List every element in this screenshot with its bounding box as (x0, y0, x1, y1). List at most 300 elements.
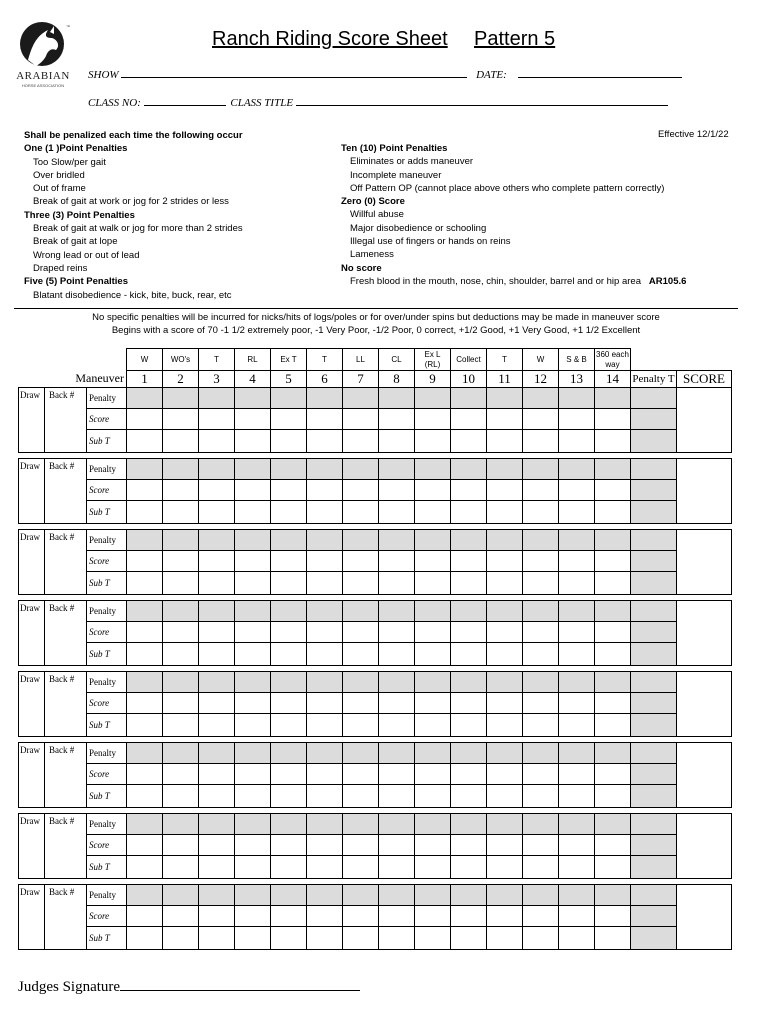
maneuver-cell[interactable] (415, 814, 451, 835)
maneuver-cell[interactable] (379, 643, 415, 666)
final-score-cell[interactable] (677, 388, 732, 453)
maneuver-cell[interactable] (595, 409, 631, 430)
maneuver-cell[interactable] (487, 785, 523, 808)
maneuver-cell[interactable] (307, 785, 343, 808)
maneuver-cell[interactable] (343, 409, 379, 430)
maneuver-cell[interactable] (595, 764, 631, 785)
maneuver-cell[interactable] (523, 480, 559, 501)
maneuver-cell[interactable] (343, 501, 379, 524)
maneuver-cell[interactable] (379, 785, 415, 808)
maneuver-cell[interactable] (307, 409, 343, 430)
maneuver-cell[interactable] (595, 743, 631, 764)
penalty-total-cell[interactable] (631, 835, 677, 856)
penalty-total-cell[interactable] (631, 388, 677, 409)
maneuver-cell[interactable] (199, 622, 235, 643)
maneuver-cell[interactable] (451, 430, 487, 453)
maneuver-cell[interactable] (163, 743, 199, 764)
maneuver-cell[interactable] (595, 856, 631, 879)
draw-cell[interactable]: Draw (19, 743, 45, 808)
maneuver-cell[interactable] (307, 601, 343, 622)
penalty-total-cell[interactable] (631, 409, 677, 430)
back-number-cell[interactable]: Back # (45, 459, 87, 524)
maneuver-cell[interactable] (307, 388, 343, 409)
maneuver-cell[interactable] (415, 388, 451, 409)
maneuver-cell[interactable] (595, 885, 631, 906)
maneuver-cell[interactable] (163, 459, 199, 480)
maneuver-cell[interactable] (523, 501, 559, 524)
maneuver-cell[interactable] (487, 927, 523, 950)
maneuver-cell[interactable] (595, 672, 631, 693)
maneuver-cell[interactable] (307, 835, 343, 856)
final-score-cell[interactable] (677, 814, 732, 879)
maneuver-cell[interactable] (523, 814, 559, 835)
draw-cell[interactable]: Draw (19, 388, 45, 453)
maneuver-cell[interactable] (199, 714, 235, 737)
maneuver-cell[interactable] (415, 856, 451, 879)
maneuver-cell[interactable] (235, 693, 271, 714)
maneuver-cell[interactable] (199, 906, 235, 927)
maneuver-cell[interactable] (595, 814, 631, 835)
maneuver-cell[interactable] (127, 459, 163, 480)
maneuver-cell[interactable] (487, 601, 523, 622)
maneuver-cell[interactable] (127, 430, 163, 453)
maneuver-cell[interactable] (163, 409, 199, 430)
maneuver-cell[interactable] (271, 856, 307, 879)
maneuver-cell[interactable] (415, 459, 451, 480)
maneuver-cell[interactable] (379, 501, 415, 524)
maneuver-cell[interactable] (343, 643, 379, 666)
maneuver-cell[interactable] (235, 764, 271, 785)
maneuver-cell[interactable] (559, 764, 595, 785)
maneuver-cell[interactable] (127, 906, 163, 927)
maneuver-cell[interactable] (595, 693, 631, 714)
penalty-total-cell[interactable] (631, 459, 677, 480)
maneuver-cell[interactable] (343, 388, 379, 409)
maneuver-cell[interactable] (523, 551, 559, 572)
maneuver-cell[interactable] (559, 643, 595, 666)
maneuver-cell[interactable] (451, 927, 487, 950)
maneuver-cell[interactable] (127, 835, 163, 856)
maneuver-cell[interactable] (199, 856, 235, 879)
maneuver-cell[interactable] (415, 906, 451, 927)
penalty-total-cell[interactable] (631, 430, 677, 453)
maneuver-cell[interactable] (523, 927, 559, 950)
maneuver-cell[interactable] (379, 388, 415, 409)
maneuver-cell[interactable] (271, 693, 307, 714)
maneuver-cell[interactable] (343, 572, 379, 595)
penalty-total-cell[interactable] (631, 672, 677, 693)
show-field[interactable] (121, 66, 467, 78)
maneuver-cell[interactable] (415, 601, 451, 622)
maneuver-cell[interactable] (523, 764, 559, 785)
maneuver-cell[interactable] (523, 743, 559, 764)
maneuver-cell[interactable] (559, 743, 595, 764)
maneuver-cell[interactable] (127, 480, 163, 501)
maneuver-cell[interactable] (199, 785, 235, 808)
maneuver-cell[interactable] (235, 856, 271, 879)
maneuver-cell[interactable] (595, 530, 631, 551)
maneuver-cell[interactable] (595, 501, 631, 524)
maneuver-cell[interactable] (523, 643, 559, 666)
maneuver-cell[interactable] (199, 551, 235, 572)
maneuver-cell[interactable] (559, 530, 595, 551)
maneuver-cell[interactable] (487, 693, 523, 714)
maneuver-cell[interactable] (199, 643, 235, 666)
class-no-field[interactable] (144, 94, 226, 106)
maneuver-cell[interactable] (199, 814, 235, 835)
maneuver-cell[interactable] (271, 785, 307, 808)
maneuver-cell[interactable] (307, 530, 343, 551)
maneuver-cell[interactable] (451, 714, 487, 737)
date-field[interactable] (518, 66, 682, 78)
maneuver-cell[interactable] (199, 927, 235, 950)
penalty-total-cell[interactable] (631, 743, 677, 764)
maneuver-cell[interactable] (487, 430, 523, 453)
maneuver-cell[interactable] (163, 643, 199, 666)
maneuver-cell[interactable] (487, 643, 523, 666)
back-number-cell[interactable]: Back # (45, 814, 87, 879)
maneuver-cell[interactable] (163, 551, 199, 572)
maneuver-cell[interactable] (595, 480, 631, 501)
maneuver-cell[interactable] (415, 714, 451, 737)
maneuver-cell[interactable] (559, 388, 595, 409)
penalty-total-cell[interactable] (631, 501, 677, 524)
maneuver-cell[interactable] (199, 693, 235, 714)
maneuver-cell[interactable] (271, 601, 307, 622)
maneuver-cell[interactable] (415, 551, 451, 572)
maneuver-cell[interactable] (307, 764, 343, 785)
maneuver-cell[interactable] (127, 764, 163, 785)
maneuver-cell[interactable] (271, 459, 307, 480)
maneuver-cell[interactable] (271, 835, 307, 856)
maneuver-cell[interactable] (343, 551, 379, 572)
maneuver-cell[interactable] (343, 693, 379, 714)
maneuver-cell[interactable] (523, 622, 559, 643)
maneuver-cell[interactable] (559, 785, 595, 808)
maneuver-cell[interactable] (343, 764, 379, 785)
maneuver-cell[interactable] (559, 501, 595, 524)
maneuver-cell[interactable] (163, 693, 199, 714)
maneuver-cell[interactable] (559, 459, 595, 480)
maneuver-cell[interactable] (379, 835, 415, 856)
maneuver-cell[interactable] (271, 622, 307, 643)
maneuver-cell[interactable] (523, 835, 559, 856)
maneuver-cell[interactable] (379, 714, 415, 737)
penalty-total-cell[interactable] (631, 480, 677, 501)
maneuver-cell[interactable] (451, 530, 487, 551)
maneuver-cell[interactable] (379, 459, 415, 480)
maneuver-cell[interactable] (415, 409, 451, 430)
maneuver-cell[interactable] (199, 601, 235, 622)
maneuver-cell[interactable] (523, 572, 559, 595)
maneuver-cell[interactable] (235, 388, 271, 409)
maneuver-cell[interactable] (163, 501, 199, 524)
maneuver-cell[interactable] (235, 743, 271, 764)
maneuver-cell[interactable] (127, 743, 163, 764)
penalty-total-cell[interactable] (631, 764, 677, 785)
maneuver-cell[interactable] (271, 714, 307, 737)
maneuver-cell[interactable] (415, 530, 451, 551)
maneuver-cell[interactable] (235, 885, 271, 906)
maneuver-cell[interactable] (127, 551, 163, 572)
maneuver-cell[interactable] (559, 835, 595, 856)
maneuver-cell[interactable] (235, 643, 271, 666)
maneuver-cell[interactable] (343, 480, 379, 501)
maneuver-cell[interactable] (559, 856, 595, 879)
maneuver-cell[interactable] (127, 714, 163, 737)
maneuver-cell[interactable] (235, 501, 271, 524)
maneuver-cell[interactable] (379, 530, 415, 551)
maneuver-cell[interactable] (379, 927, 415, 950)
maneuver-cell[interactable] (595, 430, 631, 453)
maneuver-cell[interactable] (163, 601, 199, 622)
maneuver-cell[interactable] (343, 601, 379, 622)
maneuver-cell[interactable] (451, 856, 487, 879)
maneuver-cell[interactable] (595, 714, 631, 737)
maneuver-cell[interactable] (199, 459, 235, 480)
maneuver-cell[interactable] (487, 906, 523, 927)
maneuver-cell[interactable] (595, 601, 631, 622)
maneuver-cell[interactable] (487, 885, 523, 906)
draw-cell[interactable]: Draw (19, 814, 45, 879)
maneuver-cell[interactable] (595, 572, 631, 595)
maneuver-cell[interactable] (523, 388, 559, 409)
draw-cell[interactable]: Draw (19, 885, 45, 950)
maneuver-cell[interactable] (343, 430, 379, 453)
maneuver-cell[interactable] (595, 388, 631, 409)
maneuver-cell[interactable] (199, 764, 235, 785)
maneuver-cell[interactable] (307, 480, 343, 501)
maneuver-cell[interactable] (487, 856, 523, 879)
maneuver-cell[interactable] (451, 814, 487, 835)
maneuver-cell[interactable] (199, 743, 235, 764)
maneuver-cell[interactable] (343, 530, 379, 551)
maneuver-cell[interactable] (523, 530, 559, 551)
maneuver-cell[interactable] (559, 601, 595, 622)
back-number-cell[interactable]: Back # (45, 672, 87, 737)
maneuver-cell[interactable] (379, 622, 415, 643)
maneuver-cell[interactable] (523, 672, 559, 693)
maneuver-cell[interactable] (235, 430, 271, 453)
maneuver-cell[interactable] (487, 835, 523, 856)
maneuver-cell[interactable] (343, 714, 379, 737)
maneuver-cell[interactable] (271, 643, 307, 666)
maneuver-cell[interactable] (415, 885, 451, 906)
maneuver-cell[interactable] (523, 430, 559, 453)
final-score-cell[interactable] (677, 743, 732, 808)
maneuver-cell[interactable] (451, 906, 487, 927)
maneuver-cell[interactable] (127, 622, 163, 643)
maneuver-cell[interactable] (199, 530, 235, 551)
maneuver-cell[interactable] (307, 672, 343, 693)
final-score-cell[interactable] (677, 530, 732, 595)
back-number-cell[interactable]: Back # (45, 530, 87, 595)
maneuver-cell[interactable] (127, 530, 163, 551)
maneuver-cell[interactable] (415, 743, 451, 764)
maneuver-cell[interactable] (127, 409, 163, 430)
maneuver-cell[interactable] (343, 814, 379, 835)
maneuver-cell[interactable] (271, 430, 307, 453)
maneuver-cell[interactable] (559, 409, 595, 430)
maneuver-cell[interactable] (523, 714, 559, 737)
maneuver-cell[interactable] (235, 814, 271, 835)
maneuver-cell[interactable] (559, 814, 595, 835)
maneuver-cell[interactable] (235, 672, 271, 693)
maneuver-cell[interactable] (415, 480, 451, 501)
final-score-cell[interactable] (677, 459, 732, 524)
maneuver-cell[interactable] (379, 551, 415, 572)
maneuver-cell[interactable] (343, 906, 379, 927)
maneuver-cell[interactable] (127, 601, 163, 622)
maneuver-cell[interactable] (307, 459, 343, 480)
back-number-cell[interactable]: Back # (45, 885, 87, 950)
penalty-total-cell[interactable] (631, 643, 677, 666)
maneuver-cell[interactable] (559, 927, 595, 950)
maneuver-cell[interactable] (271, 764, 307, 785)
maneuver-cell[interactable] (379, 572, 415, 595)
maneuver-cell[interactable] (163, 927, 199, 950)
maneuver-cell[interactable] (163, 388, 199, 409)
maneuver-cell[interactable] (235, 551, 271, 572)
maneuver-cell[interactable] (163, 672, 199, 693)
maneuver-cell[interactable] (415, 693, 451, 714)
maneuver-cell[interactable] (163, 622, 199, 643)
maneuver-cell[interactable] (451, 643, 487, 666)
maneuver-cell[interactable] (451, 409, 487, 430)
maneuver-cell[interactable] (127, 388, 163, 409)
maneuver-cell[interactable] (163, 430, 199, 453)
maneuver-cell[interactable] (379, 672, 415, 693)
maneuver-cell[interactable] (163, 714, 199, 737)
penalty-total-cell[interactable] (631, 622, 677, 643)
maneuver-cell[interactable] (235, 622, 271, 643)
maneuver-cell[interactable] (595, 785, 631, 808)
maneuver-cell[interactable] (163, 906, 199, 927)
maneuver-cell[interactable] (451, 622, 487, 643)
back-number-cell[interactable]: Back # (45, 601, 87, 666)
maneuver-cell[interactable] (343, 622, 379, 643)
penalty-total-cell[interactable] (631, 885, 677, 906)
maneuver-cell[interactable] (595, 927, 631, 950)
maneuver-cell[interactable] (523, 459, 559, 480)
maneuver-cell[interactable] (343, 927, 379, 950)
maneuver-cell[interactable] (523, 693, 559, 714)
maneuver-cell[interactable] (127, 814, 163, 835)
maneuver-cell[interactable] (235, 459, 271, 480)
maneuver-cell[interactable] (163, 530, 199, 551)
signature-field[interactable] (120, 976, 360, 991)
maneuver-cell[interactable] (307, 856, 343, 879)
maneuver-cell[interactable] (307, 622, 343, 643)
maneuver-cell[interactable] (343, 785, 379, 808)
maneuver-cell[interactable] (595, 622, 631, 643)
draw-cell[interactable]: Draw (19, 459, 45, 524)
maneuver-cell[interactable] (307, 643, 343, 666)
penalty-total-cell[interactable] (631, 856, 677, 879)
maneuver-cell[interactable] (199, 409, 235, 430)
maneuver-cell[interactable] (559, 622, 595, 643)
back-number-cell[interactable]: Back # (45, 743, 87, 808)
maneuver-cell[interactable] (595, 459, 631, 480)
maneuver-cell[interactable] (451, 480, 487, 501)
maneuver-cell[interactable] (487, 409, 523, 430)
maneuver-cell[interactable] (199, 430, 235, 453)
maneuver-cell[interactable] (271, 480, 307, 501)
maneuver-cell[interactable] (487, 551, 523, 572)
maneuver-cell[interactable] (127, 785, 163, 808)
maneuver-cell[interactable] (271, 814, 307, 835)
maneuver-cell[interactable] (379, 743, 415, 764)
maneuver-cell[interactable] (127, 927, 163, 950)
maneuver-cell[interactable] (127, 572, 163, 595)
maneuver-cell[interactable] (379, 764, 415, 785)
maneuver-cell[interactable] (271, 409, 307, 430)
maneuver-cell[interactable] (415, 430, 451, 453)
maneuver-cell[interactable] (523, 409, 559, 430)
maneuver-cell[interactable] (379, 693, 415, 714)
maneuver-cell[interactable] (595, 835, 631, 856)
maneuver-cell[interactable] (559, 885, 595, 906)
maneuver-cell[interactable] (451, 501, 487, 524)
maneuver-cell[interactable] (487, 814, 523, 835)
maneuver-cell[interactable] (523, 601, 559, 622)
maneuver-cell[interactable] (163, 856, 199, 879)
maneuver-cell[interactable] (235, 785, 271, 808)
maneuver-cell[interactable] (343, 885, 379, 906)
maneuver-cell[interactable] (235, 906, 271, 927)
maneuver-cell[interactable] (487, 480, 523, 501)
penalty-total-cell[interactable] (631, 693, 677, 714)
maneuver-cell[interactable] (415, 785, 451, 808)
maneuver-cell[interactable] (487, 530, 523, 551)
maneuver-cell[interactable] (451, 764, 487, 785)
maneuver-cell[interactable] (235, 601, 271, 622)
maneuver-cell[interactable] (271, 530, 307, 551)
maneuver-cell[interactable] (343, 459, 379, 480)
maneuver-cell[interactable] (487, 501, 523, 524)
maneuver-cell[interactable] (559, 693, 595, 714)
maneuver-cell[interactable] (415, 622, 451, 643)
maneuver-cell[interactable] (559, 480, 595, 501)
maneuver-cell[interactable] (559, 551, 595, 572)
final-score-cell[interactable] (677, 885, 732, 950)
maneuver-cell[interactable] (271, 388, 307, 409)
draw-cell[interactable]: Draw (19, 601, 45, 666)
maneuver-cell[interactable] (199, 672, 235, 693)
maneuver-cell[interactable] (199, 388, 235, 409)
maneuver-cell[interactable] (559, 672, 595, 693)
maneuver-cell[interactable] (199, 572, 235, 595)
maneuver-cell[interactable] (451, 551, 487, 572)
maneuver-cell[interactable] (487, 459, 523, 480)
maneuver-cell[interactable] (595, 551, 631, 572)
maneuver-cell[interactable] (487, 388, 523, 409)
maneuver-cell[interactable] (487, 572, 523, 595)
maneuver-cell[interactable] (307, 743, 343, 764)
maneuver-cell[interactable] (307, 572, 343, 595)
maneuver-cell[interactable] (451, 601, 487, 622)
maneuver-cell[interactable] (307, 906, 343, 927)
maneuver-cell[interactable] (487, 764, 523, 785)
penalty-total-cell[interactable] (631, 530, 677, 551)
maneuver-cell[interactable] (451, 459, 487, 480)
maneuver-cell[interactable] (199, 480, 235, 501)
maneuver-cell[interactable] (163, 835, 199, 856)
maneuver-cell[interactable] (235, 714, 271, 737)
maneuver-cell[interactable] (307, 693, 343, 714)
maneuver-cell[interactable] (379, 885, 415, 906)
final-score-cell[interactable] (677, 601, 732, 666)
